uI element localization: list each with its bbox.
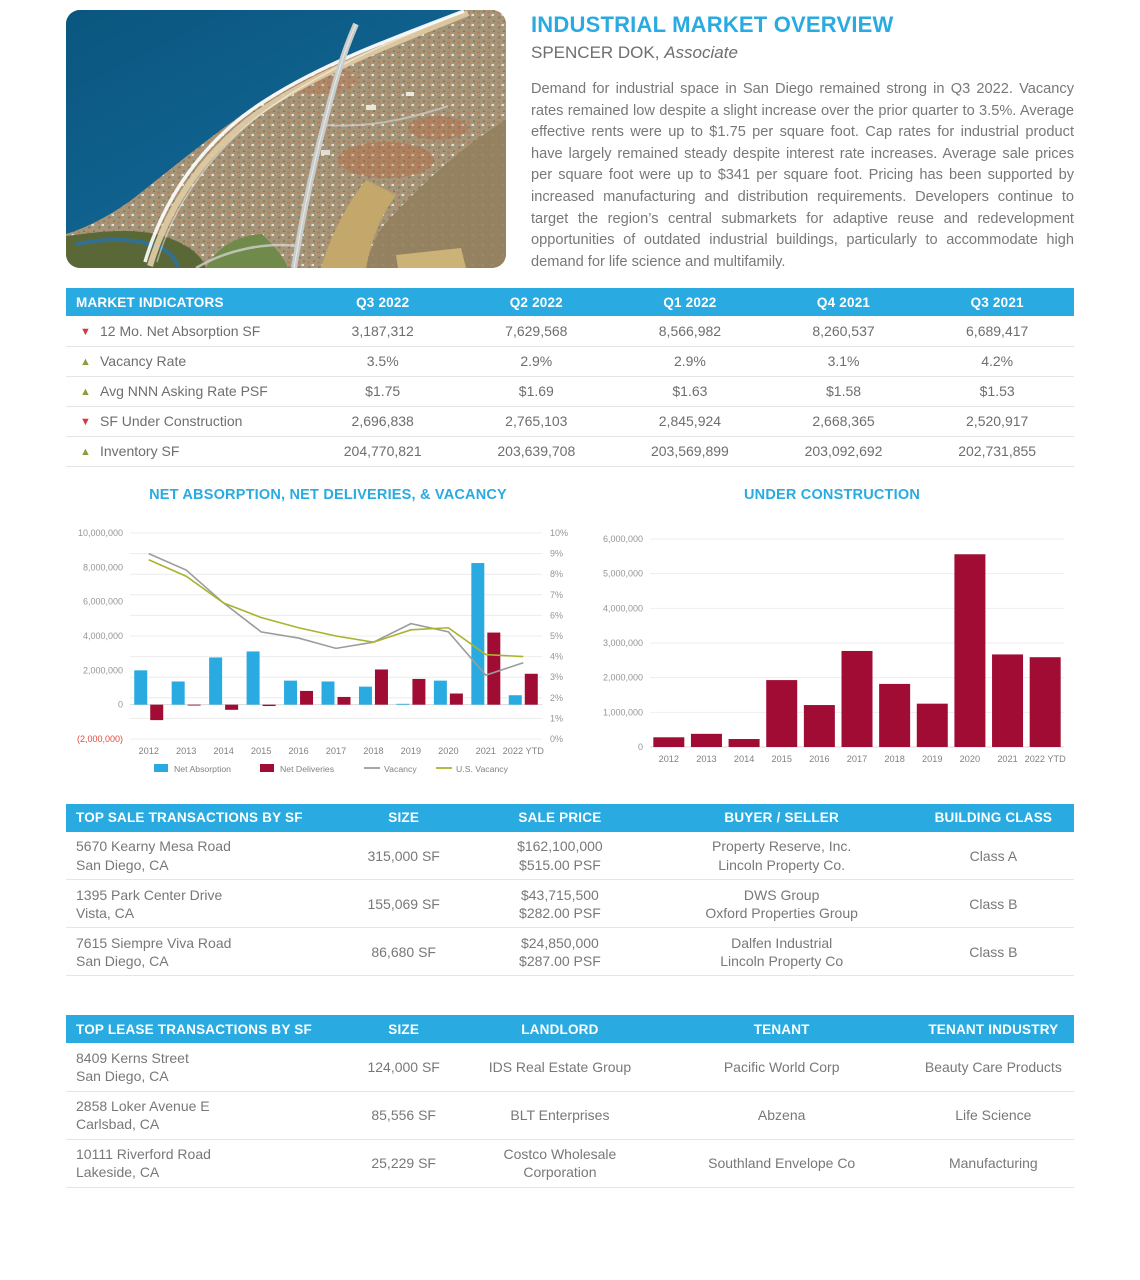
x-axis-label: 2015 <box>771 753 792 764</box>
cell-line: $515.00 PSF <box>519 856 601 873</box>
axis-tick-label: 5,000,000 <box>602 568 643 579</box>
bar <box>471 563 484 705</box>
trend-down-icon: ▼ <box>80 416 91 429</box>
axis-tick-label: 1% <box>550 713 564 724</box>
cell-line: Lincoln Property Co. <box>718 856 846 873</box>
column-header: LANDLORD <box>469 1015 650 1043</box>
axis-tick-label: 6,000,000 <box>82 596 123 607</box>
x-axis-label: 2013 <box>175 745 197 756</box>
sale-transaction-row <box>66 880 1074 928</box>
bar <box>150 705 163 720</box>
x-axis-label: 2014 <box>733 753 755 764</box>
axis-tick-label: 10% <box>550 527 569 538</box>
axis-tick-label: 4% <box>550 651 564 662</box>
landlord-name <box>469 1139 650 1187</box>
x-axis-label: 2016 <box>809 753 830 764</box>
column-header: TENANT <box>651 1015 913 1043</box>
column-header: TENANT INDUSTRY <box>913 1015 1074 1043</box>
axis-tick-label: 7% <box>550 589 564 600</box>
indicator-value: $1.75 <box>306 376 460 406</box>
building-class: Class B <box>913 880 1074 928</box>
bar <box>396 704 409 705</box>
bar <box>209 657 222 704</box>
bar <box>338 697 351 705</box>
x-axis-label: 2013 <box>696 753 717 764</box>
size-value: 85,556 SF <box>338 1091 469 1139</box>
bar <box>263 705 276 706</box>
bar <box>412 679 425 705</box>
axis-tick-label: 0 <box>117 699 123 710</box>
column-header: SIZE <box>338 1015 469 1043</box>
bar <box>284 680 297 704</box>
indicator-value: 6,689,417 <box>920 316 1074 346</box>
indicator-value: 203,639,708 <box>460 436 614 466</box>
cell-line: $24,850,000 <box>520 934 599 951</box>
bar <box>300 691 313 705</box>
indicator-value: 203,092,692 <box>767 436 921 466</box>
cell-line: Lincoln Property Co <box>720 952 844 969</box>
indicator-value: 2.9% <box>613 346 767 376</box>
sale-price <box>469 928 650 976</box>
lease-transactions-body <box>66 1043 1074 1187</box>
bar <box>525 674 538 705</box>
construction-chart-title: UNDER CONSTRUCTION <box>744 486 920 503</box>
indicator-label-cell <box>66 316 306 346</box>
axis-tick-label: 3,000,000 <box>602 637 643 648</box>
trend-down-icon: ▼ <box>80 326 91 339</box>
sale-transactions-body <box>66 832 1074 976</box>
landlord-name <box>469 1091 650 1139</box>
cell-line: $43,715,500 <box>520 886 599 903</box>
cell-line: 10111 Riverford Road <box>76 1146 211 1163</box>
bar <box>1030 657 1061 747</box>
axis-tick-label: 10,000,000 <box>77 527 123 538</box>
column-header: SALE PRICE <box>469 804 650 832</box>
cell-line: Corporation <box>523 1164 597 1181</box>
legend-label: Net Deliveries <box>280 763 335 774</box>
tenant-industry: Manufacturing <box>913 1139 1074 1187</box>
column-header: Q3 2021 <box>920 288 1074 316</box>
indicator-label: Avg NNN Asking Rate PSF <box>100 383 268 400</box>
axis-tick-label: 9% <box>550 548 564 559</box>
combo-chart-title: NET ABSORPTION, NET DELIVERIES, & VACANCY <box>149 486 507 503</box>
x-axis-label: 2020 <box>959 753 981 764</box>
cell-line: $282.00 PSF <box>519 904 601 921</box>
overview-paragraph: Demand for industrial space in San Diego remained strong in Q3 2022. Vacancy rates remained low despite a slight increase over the prior quarter to 3.5%. Average effective rents were up to $1.75 per square foot. Cap rates for industrial product have largely remained steady despite interest rate increases. Average sale prices per square foot were up to $341 per square foot. Pricing has been supported by increased manufacturing and distribution requirements. Developers continue to target the region’s central submarkets for adaptive reuse and redevelopment opportunities of outdated industrial buildings, particularly to accommodate high demand for life science and multifamily. <box>531 81 1074 270</box>
buyer-seller <box>651 880 913 928</box>
axis-tick-label: 2,000,000 <box>82 665 123 676</box>
lease-transaction-row <box>66 1043 1074 1091</box>
market-indicator-row <box>66 346 1074 376</box>
axis-tick-label: 5% <box>550 630 564 641</box>
cell-line: Dalfen Industrial <box>731 934 833 951</box>
size-value: 86,680 SF <box>338 928 469 976</box>
x-axis-label: 2021 <box>475 745 497 756</box>
bar <box>322 681 335 704</box>
indicator-label: Vacancy Rate <box>100 353 187 370</box>
x-axis-label: 2016 <box>288 745 309 756</box>
bar <box>247 651 260 704</box>
property-address <box>66 1043 338 1091</box>
property-address <box>66 1091 338 1139</box>
cell-line: San Diego, CA <box>76 856 169 873</box>
lease-transaction-row <box>66 1091 1074 1139</box>
indicator-value: 2,668,365 <box>767 406 921 436</box>
size-value: 25,229 SF <box>338 1139 469 1187</box>
column-header: Q4 2021 <box>767 288 921 316</box>
property-address <box>66 880 338 928</box>
indicator-value: 2,520,917 <box>920 406 1074 436</box>
bar <box>172 681 185 704</box>
aerial-photo <box>66 10 506 268</box>
cell-line: Oxford Properties Group <box>705 904 858 921</box>
page-title: INDUSTRIAL MARKET OVERVIEW <box>531 12 894 37</box>
indicator-label-cell <box>66 436 306 466</box>
indicator-value: $1.58 <box>767 376 921 406</box>
bar <box>487 632 500 704</box>
indicator-value: 7,629,568 <box>460 316 614 346</box>
axis-tick-label: 0 <box>637 741 643 752</box>
buyer-seller <box>651 928 913 976</box>
column-header: BUYER / SELLER <box>651 804 913 832</box>
legend-label: U.S. Vacancy <box>456 763 508 774</box>
bar <box>375 669 388 704</box>
property-address <box>66 832 338 880</box>
indicator-value: 2,696,838 <box>306 406 460 436</box>
charts-row <box>66 485 1074 787</box>
bar <box>509 695 522 704</box>
axis-tick-label: 1,000,000 <box>602 707 643 718</box>
cell-line: 1395 Park Center Drive <box>76 886 223 903</box>
bar <box>729 739 760 747</box>
cell-line: 5670 Kearny Mesa Road <box>76 838 231 855</box>
indicator-value: 204,770,821 <box>306 436 460 466</box>
market-indicator-row <box>66 316 1074 346</box>
x-axis-label: 2012 <box>658 753 680 764</box>
size-value: 124,000 SF <box>338 1043 469 1091</box>
bar <box>134 670 147 704</box>
lease-transactions-header <box>66 1015 1074 1043</box>
tenant-name: Abzena <box>651 1091 913 1139</box>
bar <box>653 737 684 747</box>
x-axis-label: 2019 <box>400 745 422 756</box>
x-axis-label: 2019 <box>922 753 943 764</box>
trend-up-icon: ▲ <box>80 386 91 399</box>
x-axis-label: 2021 <box>997 753 1018 764</box>
axis-tick-label: 6% <box>550 610 564 621</box>
indicator-value: 203,569,899 <box>613 436 767 466</box>
indicator-value: 2,845,924 <box>613 406 767 436</box>
cell-line: Lakeside, CA <box>76 1164 160 1181</box>
indicator-value: 3.1% <box>767 346 921 376</box>
property-address <box>66 928 338 976</box>
legend-swatch <box>260 764 274 772</box>
x-axis-label: 2022 YTD <box>1024 753 1066 764</box>
bar <box>954 554 985 747</box>
legend-label: Vacancy <box>384 763 417 774</box>
byline <box>531 43 1074 63</box>
column-header: TOP LEASE TRANSACTIONS BY SF <box>66 1015 338 1043</box>
cell-line: Carlsbad, CA <box>76 1116 160 1133</box>
bar <box>691 734 722 747</box>
market-indicator-row <box>66 436 1074 466</box>
market-indicator-row <box>66 376 1074 406</box>
bar <box>992 654 1023 747</box>
column-header: Q1 2022 <box>613 288 767 316</box>
x-axis-label: 2015 <box>250 745 272 756</box>
bar <box>917 704 948 747</box>
bar <box>225 705 238 710</box>
sale-transaction-row <box>66 928 1074 976</box>
sale-transactions-table <box>66 804 1074 977</box>
market-indicators-header <box>66 288 1074 316</box>
indicator-value: $1.53 <box>920 376 1074 406</box>
author-name: SPENCER DOK, <box>531 43 660 62</box>
market-indicators-table <box>66 288 1074 467</box>
column-header: SIZE <box>338 804 469 832</box>
axis-tick-label: 6,000,000 <box>602 533 643 544</box>
indicator-value: $1.63 <box>613 376 767 406</box>
x-axis-label: 2014 <box>213 745 234 756</box>
under-construction-chart <box>590 503 1074 787</box>
top-section <box>66 0 1074 273</box>
tenant-industry: Beauty Care Products <box>913 1043 1074 1091</box>
cell-line: San Diego, CA <box>76 952 169 969</box>
market-indicator-row <box>66 406 1074 436</box>
bar <box>450 693 463 704</box>
column-header: BUILDING CLASS <box>913 804 1074 832</box>
combo-chart-box <box>66 485 590 787</box>
bar <box>879 684 910 747</box>
x-axis-label: 2017 <box>325 745 347 756</box>
indicator-label-cell <box>66 346 306 376</box>
lease-transaction-row <box>66 1139 1074 1187</box>
cell-line: IDS Real Estate Group <box>488 1059 632 1075</box>
buyer-seller <box>651 832 913 880</box>
axis-tick-label: 2,000,000 <box>602 672 643 683</box>
sale-price <box>469 832 650 880</box>
size-value: 315,000 SF <box>338 832 469 880</box>
axis-tick-label: 0% <box>550 733 564 744</box>
cell-line: Vista, CA <box>76 904 135 921</box>
sale-transaction-row <box>66 832 1074 880</box>
building-class: Class B <box>913 928 1074 976</box>
x-axis-label: 2022 YTD <box>502 745 544 756</box>
cell-line: 8409 Kerns Street <box>76 1049 189 1066</box>
indicator-label: Inventory SF <box>100 443 180 460</box>
bar <box>434 680 447 704</box>
bar <box>804 705 835 747</box>
cell-line: Costco Wholesale <box>503 1146 617 1163</box>
market-indicators-body <box>66 316 1074 466</box>
axis-tick-label: 8% <box>550 569 564 580</box>
legend-swatch <box>154 764 168 772</box>
cell-line: 2858 Loker Avenue E <box>76 1098 210 1115</box>
tenant-name: Southland Envelope Co <box>651 1139 913 1187</box>
property-address <box>66 1139 338 1187</box>
tenant-industry: Life Science <box>913 1091 1074 1139</box>
indicator-value: 2,765,103 <box>460 406 614 436</box>
indicator-label: 12 Mo. Net Absorption SF <box>100 323 261 340</box>
cell-line: Property Reserve, Inc. <box>712 838 852 855</box>
x-axis-label: 2018 <box>363 745 384 756</box>
indicator-label-cell <box>66 406 306 436</box>
landlord-name <box>469 1043 650 1091</box>
indicator-value: 2.9% <box>460 346 614 376</box>
indicator-label: SF Under Construction <box>100 413 243 430</box>
cell-line: BLT Enterprises <box>510 1107 610 1124</box>
indicator-value: 3.5% <box>306 346 460 376</box>
sale-price <box>469 880 650 928</box>
axis-tick-label: (2,000,000) <box>76 733 123 744</box>
indicator-value: 3,187,312 <box>306 316 460 346</box>
net-absorption-chart <box>66 503 590 787</box>
x-axis-label: 2017 <box>846 753 868 764</box>
trend-up-icon: ▲ <box>80 446 91 459</box>
sale-transactions-header <box>66 804 1074 832</box>
indicator-value: 8,260,537 <box>767 316 921 346</box>
author-role: Associate <box>664 43 738 62</box>
bar <box>359 686 372 704</box>
x-axis-label: 2012 <box>138 745 159 756</box>
cell-line: $287.00 PSF <box>519 952 601 969</box>
lease-transactions-table <box>66 1015 1074 1188</box>
x-axis-label: 2018 <box>884 753 905 764</box>
bar <box>188 705 201 706</box>
indicator-value: 4.2% <box>920 346 1074 376</box>
cell-line: San Diego, CA <box>76 1068 169 1085</box>
axis-tick-label: 2% <box>550 692 564 703</box>
bar <box>842 651 873 747</box>
axis-tick-label: 8,000,000 <box>82 562 123 573</box>
indicator-value: 202,731,855 <box>920 436 1074 466</box>
intro-block <box>531 10 1074 273</box>
indicator-value: $1.69 <box>460 376 614 406</box>
building-class: Class A <box>913 832 1074 880</box>
legend-label: Net Absorption <box>174 763 231 774</box>
cell-line: DWS Group <box>743 886 820 903</box>
indicator-label-cell <box>66 376 306 406</box>
x-axis-label: 2020 <box>438 745 459 756</box>
column-header: TOP SALE TRANSACTIONS BY SF <box>66 804 338 832</box>
trend-up-icon: ▲ <box>80 356 91 369</box>
axis-tick-label: 4,000,000 <box>602 603 643 614</box>
cell-line: $162,100,000 <box>517 838 603 855</box>
tenant-name: Pacific World Corp <box>651 1043 913 1091</box>
indicator-value: 8,566,982 <box>613 316 767 346</box>
construction-chart-box <box>590 485 1074 787</box>
cell-line: 7615 Siempre Viva Road <box>76 934 232 951</box>
bar <box>766 680 797 747</box>
size-value: 155,069 SF <box>338 880 469 928</box>
aerial-photo-graphic <box>66 10 506 268</box>
column-header: Q2 2022 <box>460 288 614 316</box>
axis-tick-label: 4,000,000 <box>82 630 123 641</box>
axis-tick-label: 3% <box>550 672 564 683</box>
column-header: Q3 2022 <box>306 288 460 316</box>
column-header: MARKET INDICATORS <box>66 288 306 316</box>
